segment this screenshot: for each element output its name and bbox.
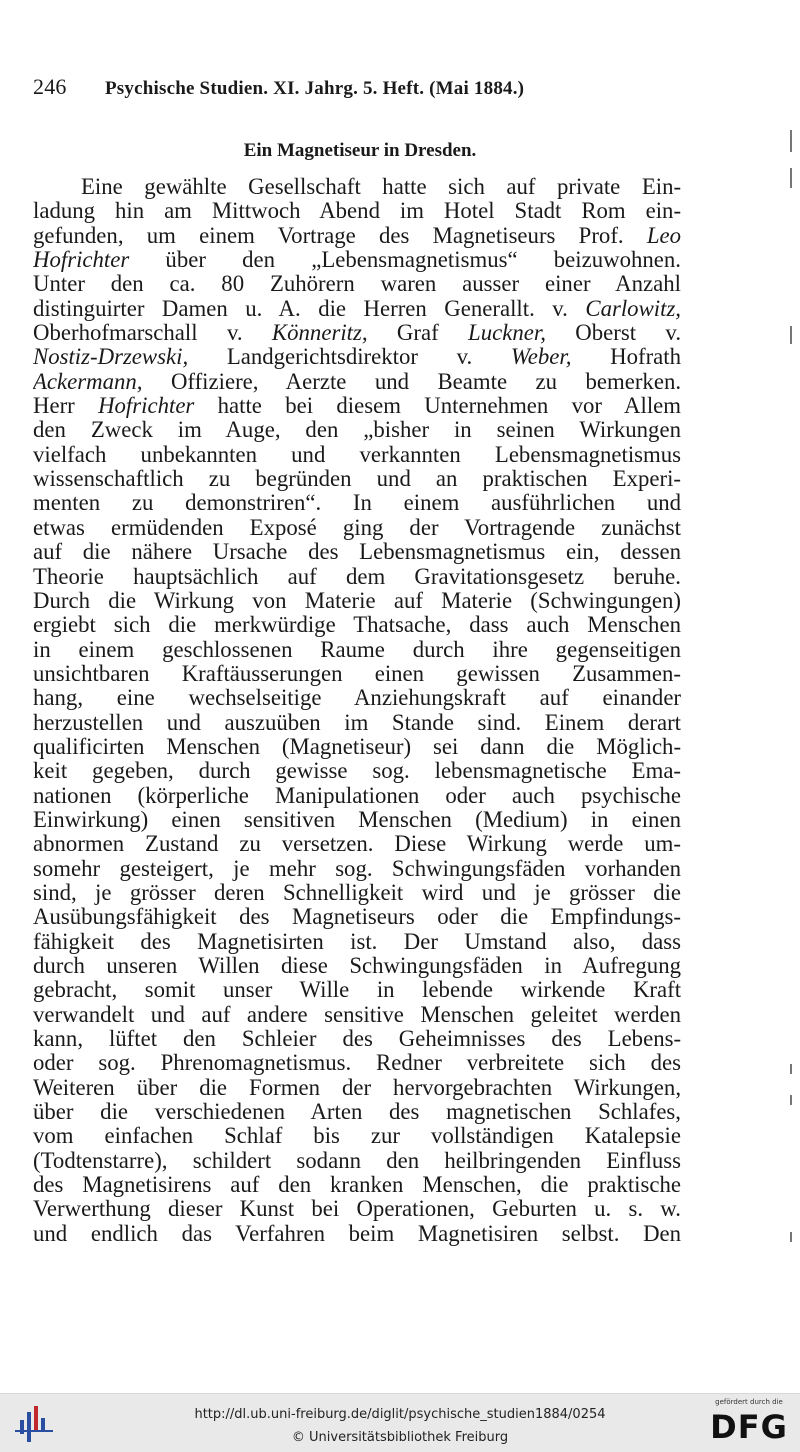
scan-margin-mark — [790, 1064, 792, 1074]
text-line: oder sog. Phrenomagnetismus. Redner verbreitete sich des — [33, 1051, 681, 1076]
text-line: gefunden, um einem Vortrage des Magnetiseurs Prof. Leo — [33, 223, 681, 248]
text-line: vom einfachen Schlaf bis zur vollständigen Katalepsie — [33, 1124, 681, 1149]
text-line: Herr Hofrichter hatte bei diesem Unternehmen vor Allem — [33, 394, 681, 419]
text-line: herzustellen und auszuüben im Stande sind. Einem derart — [33, 710, 681, 735]
text-line: auf die nähere Ursache des Lebensmagnetismus ein, dessen — [33, 540, 681, 565]
running-title: Psychische Studien. XI. Jahrg. 5. Heft. (Mai 1884.) — [105, 78, 525, 99]
footer-copyright: © Universitätsbibliothek Freiburg — [291, 1430, 509, 1445]
text-line: den Zweck im Auge, den „bisher in seinen Wirkungen — [33, 418, 681, 443]
text-line: Unter den ca. 80 Zuhörern waren ausser einer Anzahl — [33, 272, 681, 297]
text-line: Theorie hauptsächlich auf dem Gravitationsgesetz beruhe. — [33, 564, 681, 589]
footer-url-link[interactable]: http://dl.ub.uni-freiburg.de/diglit/psychische_studien1884/0254 — [194, 1407, 606, 1422]
text-line: Hofrichter über den „Lebensmagnetismus“ beizuwohnen. — [33, 248, 681, 273]
text-line: Verwerthung dieser Kunst bei Operationen, Geburten u. s. w. — [33, 1197, 681, 1222]
text-line: Oberhofmarschall v. Könneritz, Graf Luckner, Oberst v. — [33, 321, 681, 346]
text-line: qualificirten Menschen (Magnetiseur) sei dann die Möglich- — [33, 734, 681, 759]
text-line: ladung hin am Mittwoch Abend im Hotel Stadt Rom ein- — [33, 199, 681, 224]
text-line: distinguirter Damen u. A. die Herren Generallt. v. Carlowitz, — [33, 296, 681, 321]
text-line: somehr gesteigert, je mehr sog. Schwingungsfäden vorhanden — [33, 856, 681, 881]
text-line: hang, eine wechselseitige Anziehungskraft auf einander — [33, 686, 681, 711]
text-line: unsichtbaren Kraftäusserungen einen gewissen Zusammen- — [33, 661, 681, 686]
text-line: gebracht, somit unser Wille in lebende wirkende Kraft — [33, 978, 681, 1003]
article-body — [33, 175, 681, 1246]
text-line: Ausübungsfähigkeit des Magnetiseurs oder die Empfindungs- — [33, 905, 681, 930]
text-line: (Todtenstarre), schildert sodann den heilbringenden Einfluss — [33, 1148, 681, 1173]
text-line: etwas ermüdenden Exposé ging der Vortragende zunächst — [33, 515, 681, 540]
running-header — [33, 74, 683, 100]
scan-margin-mark — [790, 326, 792, 344]
text-line: durch unseren Willen diese Schwingungsfäden in Aufregung — [33, 954, 681, 978]
text-line: verwandelt und auf andere sensitive Menschen geleitet werden — [33, 1002, 681, 1027]
scan-margin-mark — [790, 168, 792, 188]
article-title: Ein Magnetiseur in Dresden. — [243, 140, 477, 161]
scan-margin-mark — [790, 1232, 792, 1242]
text-line: keit gegeben, durch gewisse sog. lebensmagnetische Ema- — [33, 759, 681, 784]
text-line: fähigkeit des Magnetisirten ist. Der Umstand also, dass — [33, 929, 681, 954]
dfg-logo-text: DFG — [710, 1408, 788, 1446]
text-line: Weiteren über die Formen der hervorgebrachten Wirkungen, — [33, 1075, 681, 1100]
text-line: über die verschiedenen Arten des magnetischen Schlafes, — [33, 1100, 681, 1125]
text-line: wissenschaftlich zu begründen und an praktischen Experi- — [33, 467, 681, 492]
scan-margin-mark — [790, 1095, 792, 1105]
funder-note: gefördert durch die — [715, 1398, 783, 1406]
text-line: ergiebt sich die merkwürdige Thatsache, dass auch Menschen — [33, 613, 681, 638]
text-line: Ackermann, Offiziere, Aerzte und Beamte zu bemerken. — [33, 369, 681, 394]
text-line: des Magnetisirens auf den kranken Menschen, die praktische — [33, 1173, 681, 1198]
text-line: sind, je grösser deren Schnelligkeit wird und je grösser die — [33, 880, 681, 905]
dfg-logo — [706, 1398, 792, 1446]
scan-margin-mark — [790, 130, 792, 152]
text-line: Nostiz-Drzewski, Landgerichtsdirektor v. Weber, Hofrath — [33, 345, 681, 370]
text-line: vielfach unbekannten und verkannten Lebensmagnetismus — [33, 442, 681, 467]
text-line: in einem geschlossenen Raume durch ihre gegenseitigen — [33, 637, 681, 662]
text-line: und endlich das Verfahren beim Magnetisiren selbst. Den — [33, 1221, 681, 1246]
text-line: Durch die Wirkung von Materie auf Materie (Schwingungen) — [33, 588, 681, 613]
text-line: menten zu demonstriren“. In einem ausführlichen und — [33, 491, 681, 516]
text-line: Einwirkung) einen sensitiven Menschen (Medium) in einen — [33, 807, 681, 832]
page-number: 246 — [33, 74, 67, 99]
text-line: abnormen Zustand zu versetzen. Diese Wirkung werde um- — [33, 832, 681, 857]
text-line: nationen (körperliche Manipulationen oder auch psychische — [33, 783, 681, 808]
text-line: kann, lüftet den Schleier des Geheimnisses des Lebens- — [33, 1027, 681, 1052]
text-line: Eine gewählte Gesellschaft hatte sich auf private Ein- — [81, 175, 681, 199]
